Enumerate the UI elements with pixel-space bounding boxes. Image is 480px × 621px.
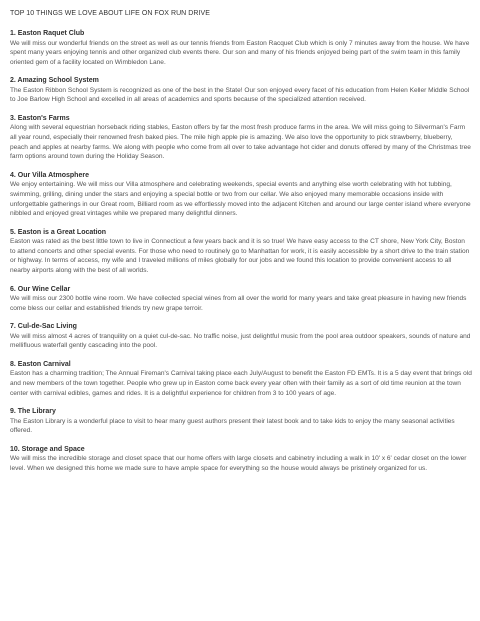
section-heading: 5. Easton is a Great Location — [10, 228, 107, 236]
section-body: Along with several equestrian horseback riding stables, Easton offers by far the most fresh produce farms in the area. We will miss going to Silverman's Farm all year round, especially their renowned fresh baked pies. The mile high apple pie is amazing. We also love the opportunity to pick strawberry, blueberry, peach and apples at nearby farms. We along with people who come from all over to take advantage hot cider and donuts offered by many of the Christmas tree farm options around town during the Holiday Season. — [10, 124, 471, 161]
section-library — [10, 407, 472, 436]
section-villa-atmosphere — [10, 171, 472, 219]
section-body: We enjoy entertaining. We will miss our Villa atmosphere and celebrating weekends, special events and anything else worth celebrating with hot tubbing, swimming, grilling, dining under the stars and enjoying a special bottle or two from our cellar. We also enjoyed many memorable occasions inside with unforgettable gatherings in our Great room, Billiard room as we effortlessly moved into the adjacent Kitchen and around our large center island where everyone nibbled and enjoyed great vintages while we prepared many delightful dinners. — [10, 181, 471, 218]
section-body: We will miss the incredible storage and closet space that our home offers with large closets and cabinetry including a walk in 10' x 6' cedar closet on the lower level. When we designed this home we made sure to have ample space for everything so the house would always be pristinely organized for us. — [10, 455, 467, 473]
section-easton-carnival — [10, 360, 472, 398]
section-body: The Easton Library is a wonderful place to visit to hear many guest authors present their latest book and to take kids to enjoy the many seasonal activities offered. — [10, 417, 455, 435]
section-heading: 9. The Library — [10, 408, 56, 416]
section-body: Easton was rated as the best little town to live in Connecticut a few years back and it is so true! We have easy access to the CT shore, New York City, Boston to attend concerts and other special events. For those who need to routinely go to Manhattan for work, it is easily accessible by a short drive to the train station or highway. In terms of access, my wife and I traveled millions of miles globally for our jobs and we found this location to provide convenient access to all nearby airports along with the best of all worlds. — [10, 238, 470, 274]
section-heading: 1. Easton Raquet Club — [10, 30, 85, 37]
section-wine-cellar — [10, 285, 472, 314]
section-heading: 8. Easton Carnival — [10, 360, 71, 368]
section-body: We will miss our 2300 bottle wine room. We have collected special wines from all over the world for many years and take great pleasure in having new friends come bless our cellar and established friends try new grape terroir. — [10, 295, 467, 312]
section-cul-de-sac-living — [10, 322, 472, 351]
section-body: Easton has a charming tradition; The Annual Fireman's Carnival taking place each July/August to benefit the Easton FD EMTs. It is a 5 day event that brings old and new members of the town together. People who grew up in Easton come back every year often with their family as a sort of old time reunion at the town center with carnival edibles, games and rides. It is a delightful experience for children from 3 to 100 years of age. — [10, 370, 472, 397]
section-body: We will miss almost 4 acres of tranquility on a quiet cul-de-sac. No traffic noise, just delightful music from the pool area outdoor speakers, sounds of nature and mellifluous waterfall gently cascading into the pool. — [10, 332, 471, 350]
section-heading: 2. Amazing School System — [10, 77, 99, 85]
section-storage-and-space — [10, 445, 472, 474]
section-heading: 4. Our Villa Atmosphere — [10, 171, 89, 179]
section-heading: 7. Cul-de-Sac Living — [10, 323, 77, 331]
section-great-location — [10, 228, 472, 276]
document-title: TOP 10 THINGS WE LOVE ABOUT LIFE ON FOX RUN DRIVE — [10, 10, 210, 17]
section-eastons-farms — [10, 114, 472, 162]
section-body: We will miss our wonderful friends on the street as well as our tennis friends from Easton Racquet Club which is only 7 minutes away from the house. We have spent many years enjoying tennis and other organized club events there. Our son and many of his friends enjoyed being part of the swim team in this family oriented gem of a facility located on Wimbledon Lane. — [10, 39, 470, 66]
section-school-system — [10, 76, 472, 105]
section-heading: 10. Storage and Space — [10, 445, 85, 453]
section-body: The Easton Ribbon School System is recognized as one of the best in the State! Our son enjoyed every facet of his education from Helen Keller Middle School to Joe Barlow High School and excelled in all areas of academics and sports because of the specialized attention received. — [10, 86, 470, 104]
section-easton-raquet-club — [10, 29, 472, 67]
section-heading: 3. Easton's Farms — [10, 114, 70, 122]
section-heading: 6. Our Wine Cellar — [10, 285, 71, 293]
